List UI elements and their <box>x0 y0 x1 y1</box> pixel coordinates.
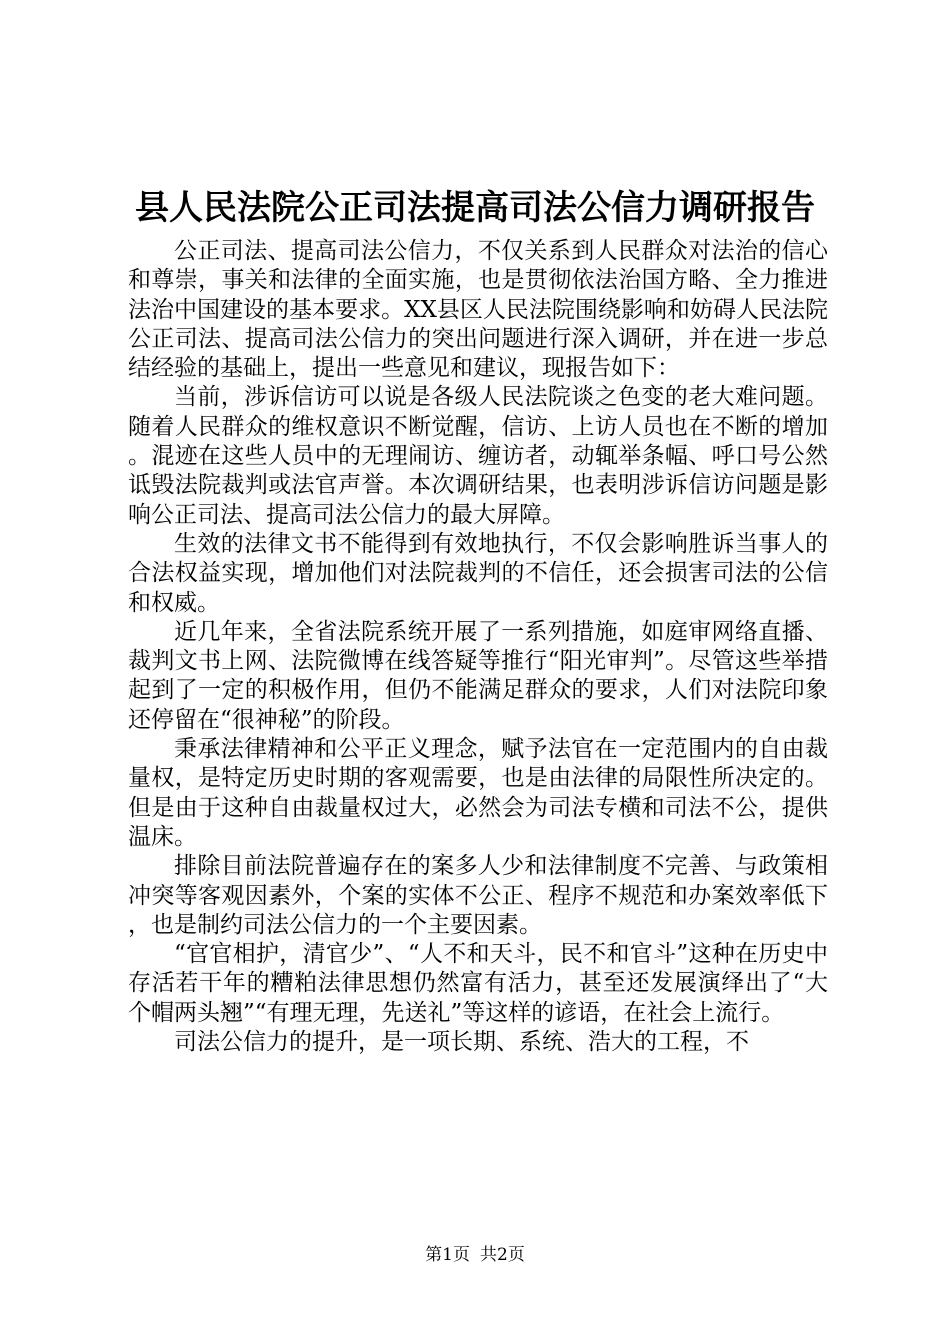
body-paragraph-4: 近几年来，全省法院系统开展了一系列措施，如庭审网络直播、裁判文书上网、法院微博在线答疑等推行“阳光审判”。尽管这些举措起到了一定的积极作用，但仍不能满足群众的要求，人们对法院印象还停留在“很神秘”的阶段。 <box>128 618 828 733</box>
body-paragraph-3: 生效的法律文书不能得到有效地执行，不仅会影响胜诉当事人的合法权益实现，增加他们对法院裁判的不信任，还会损害司法的公信和权威。 <box>128 530 828 616</box>
page-footer <box>0 1244 950 1266</box>
page-total: 共2页 <box>480 1245 525 1265</box>
body-paragraph-1: 公正司法、提高司法公信力，不仅关系到人民群众对法治的信心和尊崇，事关和法律的全面实施，也是贯彻依法治国方略、全力推进法治中国建设的基本要求。XX县区人民法院围绕影响和妨碍人民法院公正司法、提高司法公信力的突出问题进行深入调研，并在进一步总结经验的基础上，提出一些意见和建议，现报告如下： <box>128 238 828 382</box>
body-paragraph-5: 秉承法律精神和公平正义理念，赋予法官在一定范围内的自由裁量权，是特定历史时期的客观需要，也是由法律的局限性所决定的。但是由于这种自由裁量权过大，必然会为司法专横和司法不公，提供温床。 <box>128 736 828 850</box>
document-title: 县人民法院公正司法提高司法公信力调研报告 <box>135 188 815 228</box>
page-number: 第1页 <box>425 1245 470 1265</box>
body-paragraph-8: 司法公信力的提升，是一项长期、系统、浩大的工程，不 <box>174 1029 749 1056</box>
body-paragraph-2: 当前，涉诉信访可以说是各级人民法院谈之色变的老大难问题。随着人民群众的维权意识不断觉醒，信访、上访人员也在不断的增加。混迹在这些人员中的无理闹访、缠访者，动辄举条幅、呼口号公然诋毁法院裁判或法官声誉。本次调研结果，也表明涉诉信访问题是影响公正司法、提高司法公信力的最大屏障。 <box>128 384 828 528</box>
document-body <box>128 237 828 1057</box>
body-paragraph-6: 排除目前法院普遍存在的案多人少和法律制度不完善、与政策相冲突等客观因素外，个案的实体不公正、程序不规范和办案效率低下，也是制约司法公信力的一个主要因素。 <box>128 853 828 938</box>
body-paragraph-7: “官官相护，清官少”、“人不和天斗，民不和官斗”这种在历史中存活若干年的糟粕法律思想仍然富有活力，甚至还发展演绎出了“大个帽两头翘”“有理无理，先送礼”等这样的谚语，在社会上流行。 <box>128 941 828 1026</box>
